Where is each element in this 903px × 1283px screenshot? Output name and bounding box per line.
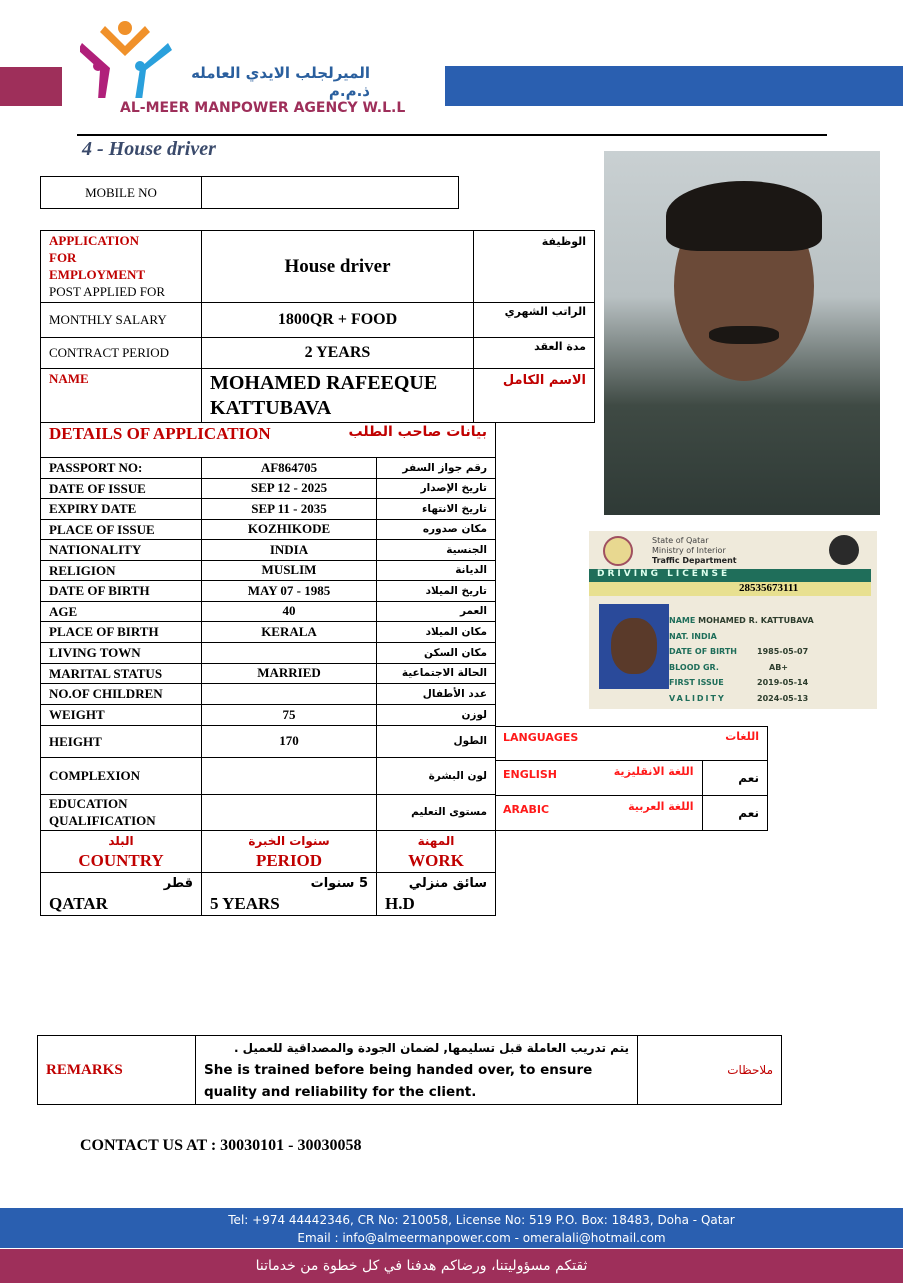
detail-label-ar: تاريخ الإصدار: [377, 478, 496, 498]
country-value: QATAR: [49, 893, 108, 913]
detail-row: [41, 457, 496, 478]
license-blood-label: BLOOD GR.: [669, 662, 719, 672]
detail-label: DATE OF BIRTH: [41, 580, 202, 601]
application-label: APPLICATION FOR EMPLOYMENT: [49, 233, 146, 282]
detail-value: [202, 642, 377, 663]
detail-label: WEIGHT: [41, 704, 202, 725]
salary-ar: الراتب الشهري: [474, 303, 595, 338]
period-value: 5 YEARS: [210, 893, 280, 913]
detail-value: 40: [202, 601, 377, 621]
languages-table: [495, 726, 768, 831]
detail-label-ar: عدد الأطفال: [377, 683, 496, 704]
language-arabic-ar: اللغة العربية: [628, 800, 694, 813]
section-title: 4 - House driver: [82, 138, 216, 160]
period-header-ar: سنوات الخبرة: [248, 834, 330, 848]
remarks-text-ar: يتم تدريب العاملة قبل تسليمها, لضمان الجودة والمصداقية للعميل .: [233, 1041, 629, 1055]
detail-label: EDUCATION QUALIFICATION: [41, 794, 202, 830]
detail-value: MARRIED: [202, 663, 377, 683]
detail-value: INDIA: [202, 539, 377, 560]
languages-title: LANGUAGES: [503, 731, 579, 744]
detail-value: KERALA: [202, 621, 377, 642]
detail-label-ar: لوزن: [377, 704, 496, 725]
application-table: [40, 230, 595, 423]
post-ar: الوظيفة: [474, 231, 595, 303]
details-title-ar: بيانات صاحب الطلب: [348, 424, 487, 440]
detail-label-ar: الديانة: [377, 560, 496, 580]
detail-label: COMPLEXION: [41, 757, 202, 794]
country-header: COUNTRY: [78, 851, 164, 870]
period-header: PERIOD: [255, 851, 323, 870]
detail-value: SEP 12 - 2025: [202, 478, 377, 498]
license-blood: AB+: [769, 662, 788, 672]
detail-label-ar: تاريخ الانتهاء: [377, 498, 496, 519]
detail-row: [41, 580, 496, 601]
detail-row: [41, 478, 496, 498]
applicant-photo: [604, 151, 880, 515]
detail-label-ar: مكان الميلاد: [377, 621, 496, 642]
detail-label-ar: الحالة الاجتماعية: [377, 663, 496, 683]
detail-label-ar: الجنسية: [377, 539, 496, 560]
brand-english: AL-MEER MANPOWER AGENCY W.L.L: [120, 100, 406, 116]
details-table: [40, 422, 496, 916]
mobile-table: [40, 176, 459, 209]
detail-value: [202, 794, 377, 830]
header-blue-bar: [445, 66, 903, 106]
language-english-ar: اللغة الانقليزية: [613, 765, 694, 778]
license-ministry: Ministry of Interior: [652, 546, 726, 555]
detail-label-ar: تاريخ الميلاد: [377, 580, 496, 601]
detail-label: RELIGION: [41, 560, 202, 580]
detail-row: [41, 601, 496, 621]
detail-row: [41, 663, 496, 683]
detail-row: [41, 498, 496, 519]
detail-value: [202, 683, 377, 704]
license-state: State of Qatar: [652, 536, 709, 545]
detail-label: EXPIRY DATE: [41, 498, 202, 519]
detail-value: MAY 07 - 1985: [202, 580, 377, 601]
detail-row: [41, 757, 496, 794]
detail-label: PLACE OF ISSUE: [41, 519, 202, 539]
detail-row: [41, 560, 496, 580]
license-dob-label: DATE OF BIRTH: [669, 647, 737, 656]
footer-slogan-bar: [0, 1249, 903, 1283]
language-arabic: ARABIC: [503, 803, 550, 816]
license-name: MOHAMED R. KATTUBAVA: [698, 616, 814, 625]
detail-value: 170: [202, 725, 377, 757]
license-validity-label: VALIDITY: [669, 693, 726, 703]
company-logo: [80, 18, 420, 123]
post-label: POST APPLIED FOR: [49, 284, 166, 299]
detail-label: NO.OF CHILDREN: [41, 683, 202, 704]
license-nat: NAT. INDIA: [669, 631, 717, 641]
detail-row: [41, 794, 496, 830]
header-divider: [77, 134, 827, 136]
detail-value: 75: [202, 704, 377, 725]
name-value: MOHAMED RAFEEQUE KATTUBAVA: [202, 369, 474, 423]
detail-row: [41, 642, 496, 663]
name-ar: الاسم الكامل: [474, 369, 595, 423]
license-name-label: NAME: [669, 616, 696, 625]
license-number: 28535673111: [739, 582, 799, 594]
detail-value: KOZHIKODE: [202, 519, 377, 539]
footer-contact-bar: [0, 1208, 903, 1248]
brand-arabic: الميرلجلب الايدي العامله ذ.م.م: [191, 64, 370, 100]
detail-label-ar: مكان السكن: [377, 642, 496, 663]
languages-title-ar: اللغات: [725, 730, 759, 743]
license-validity: 2024-05-13: [757, 693, 809, 703]
work-value-ar: سائق منزلي: [408, 875, 487, 891]
detail-label: LIVING TOWN: [41, 642, 202, 663]
salary-value: 1800QR + FOOD: [202, 303, 474, 338]
detail-row: [41, 621, 496, 642]
detail-label: HEIGHT: [41, 725, 202, 757]
language-arabic-value: نعم: [702, 796, 768, 831]
mobile-field[interactable]: [202, 177, 459, 209]
detail-label: MARITAL STATUS: [41, 663, 202, 683]
work-header: WORK: [408, 851, 464, 870]
detail-row: [41, 725, 496, 757]
period-value-ar: 5 سنوات: [310, 875, 368, 891]
contact-line: CONTACT US AT : 30030101 - 30030058: [80, 1137, 362, 1154]
language-english: ENGLISH: [503, 768, 557, 781]
license-title: DRIVING LICENSE: [589, 569, 871, 582]
language-english-value: نعم: [702, 761, 768, 796]
remarks-label-ar: ملاحظات: [638, 1036, 782, 1105]
license-first-label: FIRST ISSUE: [669, 678, 724, 687]
driving-license-image: [589, 531, 877, 709]
detail-value: MUSLIM: [202, 560, 377, 580]
contract-value: 2 YEARS: [202, 338, 474, 369]
detail-label: DATE OF ISSUE: [41, 478, 202, 498]
remarks-label: REMARKS: [38, 1036, 196, 1105]
detail-label: NATIONALITY: [41, 539, 202, 560]
detail-value: [202, 757, 377, 794]
mobile-label: MOBILE NO: [41, 177, 202, 209]
detail-label-ar: العمر: [377, 601, 496, 621]
detail-row: [41, 683, 496, 704]
detail-label: AGE: [41, 601, 202, 621]
detail-value: SEP 11 - 2035: [202, 498, 377, 519]
detail-row: [41, 704, 496, 725]
footer-slogan: ثقتكم مسؤوليتنا، ورضاكم هدفنا في كل خطوة من خدماتنا: [255, 1258, 588, 1274]
name-label: NAME: [41, 369, 202, 423]
license-dept: Traffic Department: [652, 556, 737, 565]
detail-row: [41, 539, 496, 560]
detail-label-ar: مكان صدوره: [377, 519, 496, 539]
work-value: H.D: [385, 893, 415, 913]
detail-label-ar: الطول: [377, 725, 496, 757]
country-header-ar: البلد: [108, 834, 134, 848]
header-magenta-bar: [0, 67, 62, 106]
footer-line1: Tel: +974 44442346, CR No: 210058, License No: 519 P.O. Box: 18483, Doha - Qatar: [228, 1213, 735, 1227]
detail-row: [41, 519, 496, 539]
work-header-ar: المهنة: [417, 834, 455, 848]
salary-label: MONTHLY SALARY: [41, 303, 202, 338]
remarks-table: [37, 1035, 782, 1105]
details-title: DETAILS OF APPLICATION: [49, 424, 271, 444]
detail-label: PLACE OF BIRTH: [41, 621, 202, 642]
remarks-text-en: She is trained before being handed over, to ensure quality and reliability for the client.: [204, 1062, 593, 1100]
license-dob: 1985-05-07: [757, 647, 809, 656]
footer-line2: Email : info@almeermanpower.com - omeralali@hotmail.com: [297, 1231, 666, 1245]
contract-ar: مدة العقد: [474, 338, 595, 369]
detail-label-ar: لون البشرة: [377, 757, 496, 794]
license-first: 2019-05-14: [757, 678, 809, 687]
post-value: House driver: [202, 231, 474, 303]
country-value-ar: قطر: [163, 875, 193, 891]
detail-label-ar: رقم جواز السفر: [377, 457, 496, 478]
contract-label: CONTRACT PERIOD: [41, 338, 202, 369]
detail-label: PASSPORT NO:: [41, 457, 202, 478]
detail-label-ar: مستوى التعليم: [377, 794, 496, 830]
detail-value: AF864705: [202, 457, 377, 478]
